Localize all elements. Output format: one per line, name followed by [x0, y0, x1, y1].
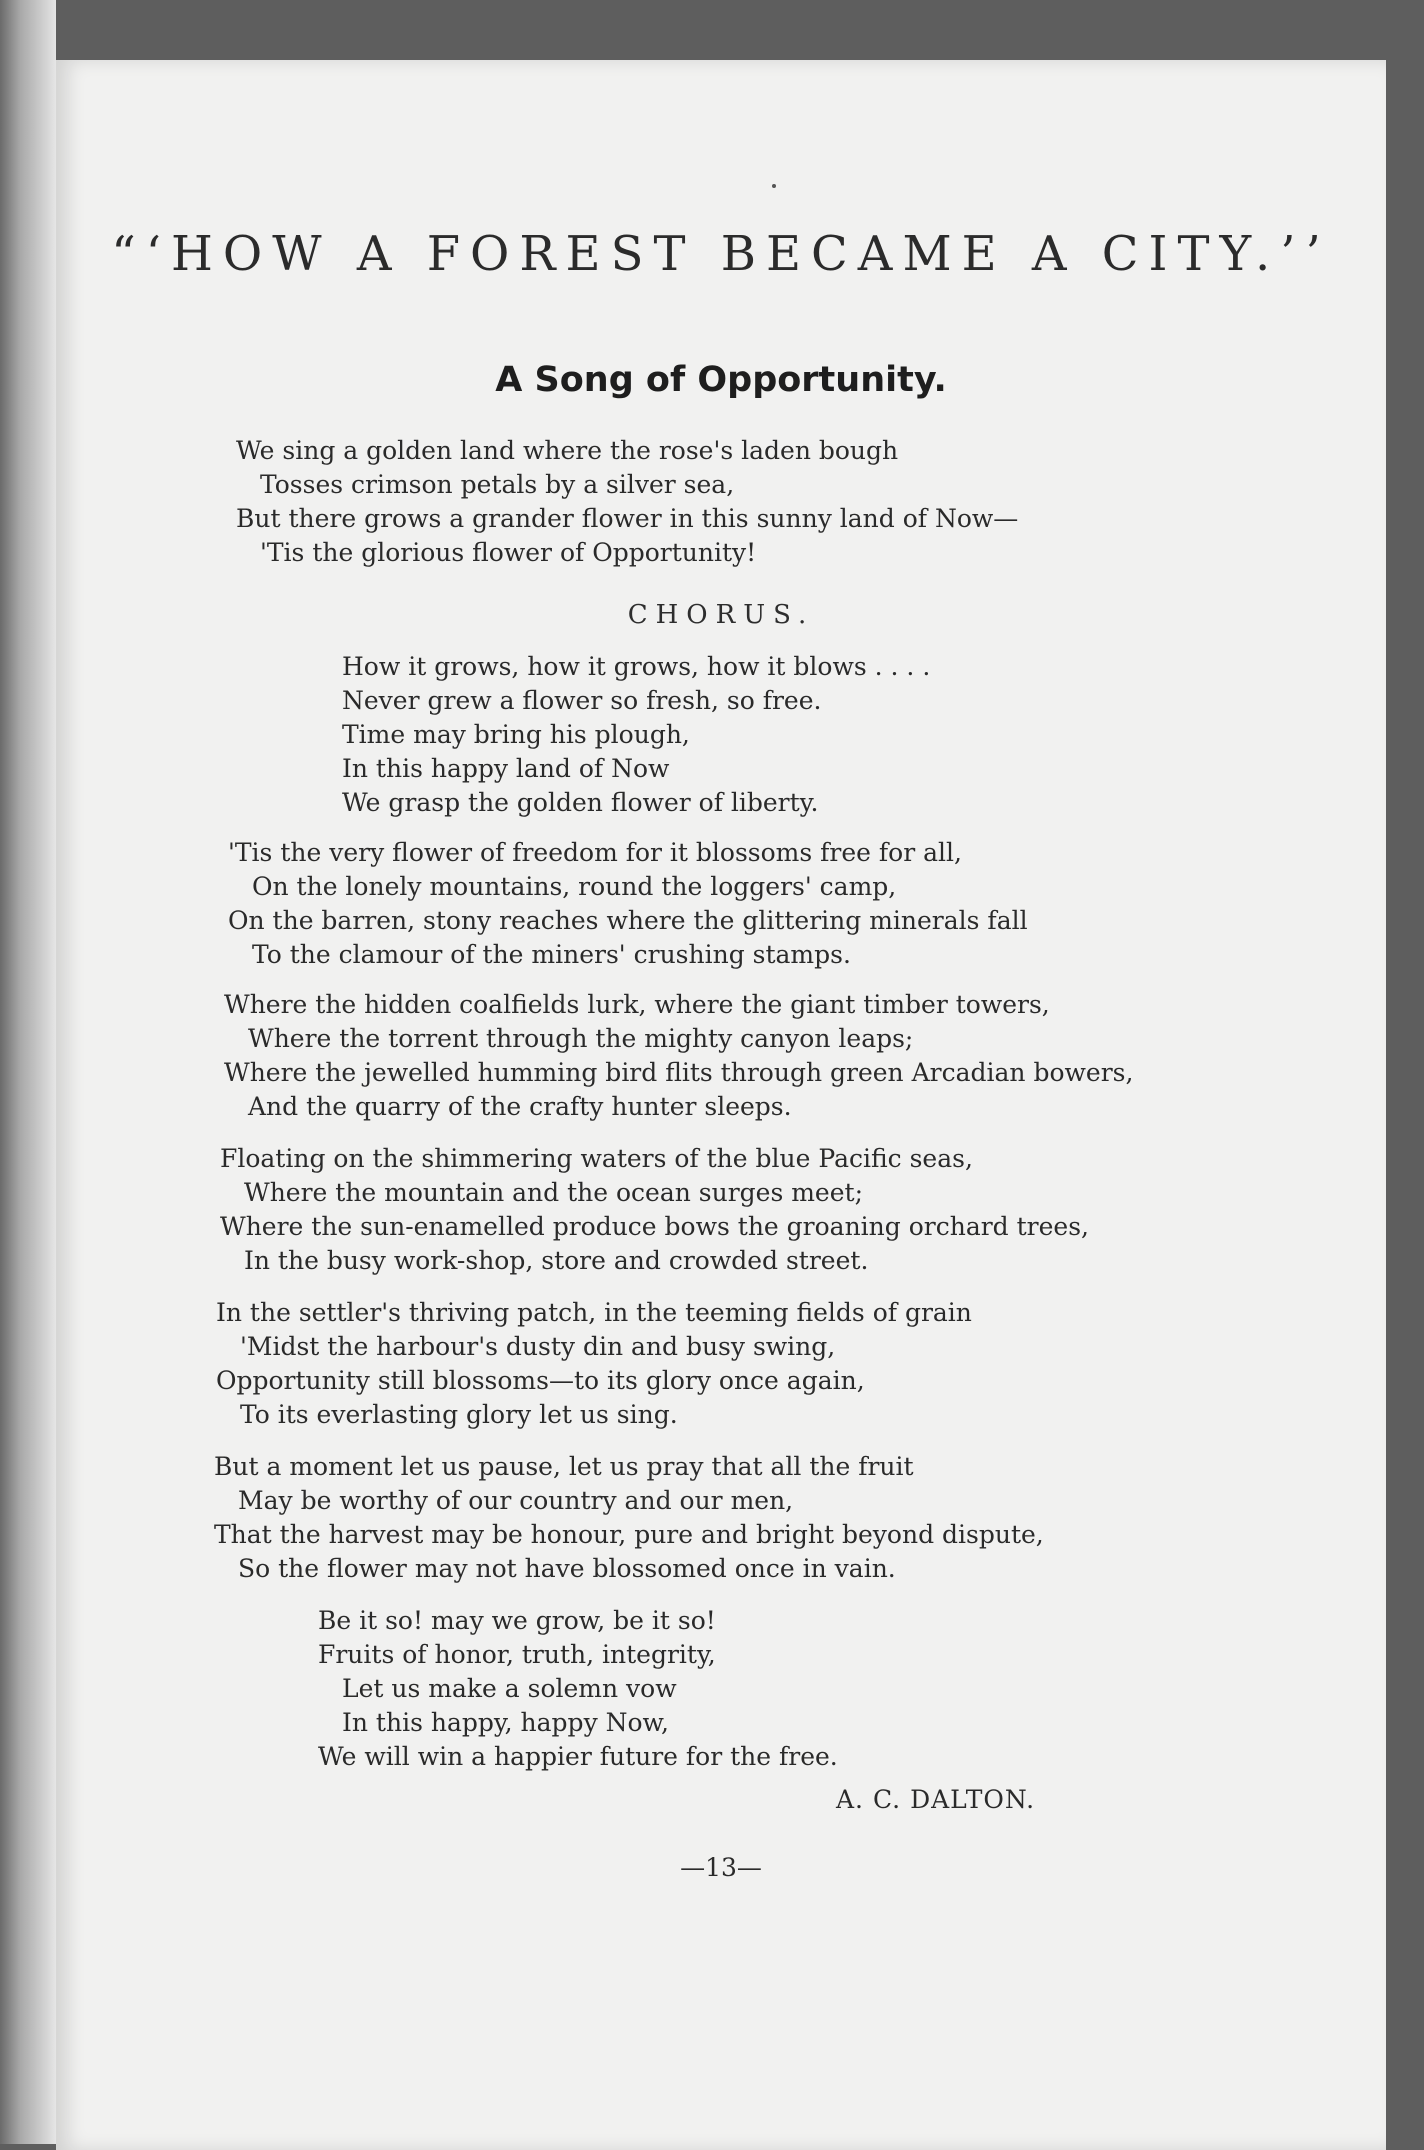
chorus-line: Fruits of honor, truth, integrity,	[318, 1640, 716, 1669]
page-number: —13—	[680, 1853, 762, 1882]
stanza-line: Where the torrent through the mighty canyon leaps;	[248, 1024, 914, 1053]
stanza-line: Where the mountain and the ocean surges meet;	[244, 1178, 863, 1207]
chorus-2	[318, 1604, 838, 1774]
chorus-1	[342, 650, 930, 820]
stanza-line: Floating on the shimmering waters of the blue Pacific seas,	[220, 1144, 973, 1173]
stanza-6	[214, 1450, 1044, 1586]
stanza-line: To the clamour of the miners' crushing stamps.	[252, 940, 851, 969]
stanza-line: Opportunity still blossoms—to its glory once again,	[216, 1366, 865, 1395]
page-subtitle: A Song of Opportunity.	[495, 360, 947, 400]
chorus-line: How it grows, how it grows, how it blows . . . .	[342, 652, 931, 681]
stanza-line: Tosses crimson petals by a silver sea,	[260, 470, 735, 499]
chorus-line: Let us make a solemn vow	[342, 1674, 677, 1703]
chorus-line: Be it so! may we grow, be it so!	[318, 1606, 716, 1635]
author-signature: A. C. DALTON.	[836, 1785, 1036, 1814]
stanza-line: We sing a golden land where the rose's laden bough	[236, 436, 899, 465]
stanza-line: May be worthy of our country and our men,	[238, 1486, 794, 1515]
page-title: “‘HOW A FOREST BECAME A CITY.’’	[111, 226, 1331, 282]
book-spine-edge	[0, 0, 56, 2144]
stanza-line: But a moment let us pause, let us pray that all the fruit	[214, 1452, 914, 1481]
stanza-line: So the flower may not have blossomed once in vain.	[238, 1554, 896, 1583]
book-page	[56, 60, 1386, 2150]
ink-speck	[772, 184, 776, 188]
stanza-line: That the harvest may be honour, pure and bright beyond dispute,	[214, 1520, 1044, 1549]
stanza-5	[216, 1296, 972, 1432]
stanza-line: 'Midst the harbour's dusty din and busy swing,	[240, 1332, 836, 1361]
stanza-line: Where the jewelled humming bird flits through green Arcadian bowers,	[224, 1058, 1134, 1087]
chorus-line: We grasp the golden flower of liberty.	[342, 788, 819, 817]
stanza-line: To its everlasting glory let us sing.	[240, 1400, 678, 1429]
stanza-line: Where the sun-enamelled produce bows the groaning orchard trees,	[220, 1212, 1089, 1241]
stanza-line: 'Tis the very flower of freedom for it blossoms free for all,	[228, 838, 962, 867]
stanza-line: In the busy work-shop, store and crowded street.	[244, 1246, 869, 1275]
stanza-line: Where the hidden coalfields lurk, where the giant timber towers,	[224, 990, 1050, 1019]
chorus-heading: CHORUS.	[627, 600, 815, 630]
chorus-line: Time may bring his plough,	[342, 720, 690, 749]
stanza-line: 'Tis the glorious flower of Opportunity!	[260, 538, 757, 567]
stanza-2	[228, 836, 1028, 972]
stanza-line: On the lonely mountains, round the loggers' camp,	[252, 872, 897, 901]
stanza-4	[220, 1142, 1089, 1278]
stanza-line: But there grows a grander flower in this sunny land of Now—	[236, 504, 1019, 533]
chorus-line: In this happy, happy Now,	[342, 1708, 669, 1737]
chorus-line: Never grew a flower so fresh, so free.	[342, 686, 822, 715]
chorus-line: We will win a happier future for the free.	[318, 1742, 838, 1771]
stanza-3	[224, 988, 1133, 1124]
stanza-line: On the barren, stony reaches where the glittering minerals fall	[228, 906, 1028, 935]
chorus-line: In this happy land of Now	[342, 754, 670, 783]
stanza-1	[236, 434, 1018, 570]
stanza-line: And the quarry of the crafty hunter sleeps.	[248, 1092, 792, 1121]
stanza-line: In the settler's thriving patch, in the teeming fields of grain	[216, 1298, 972, 1327]
